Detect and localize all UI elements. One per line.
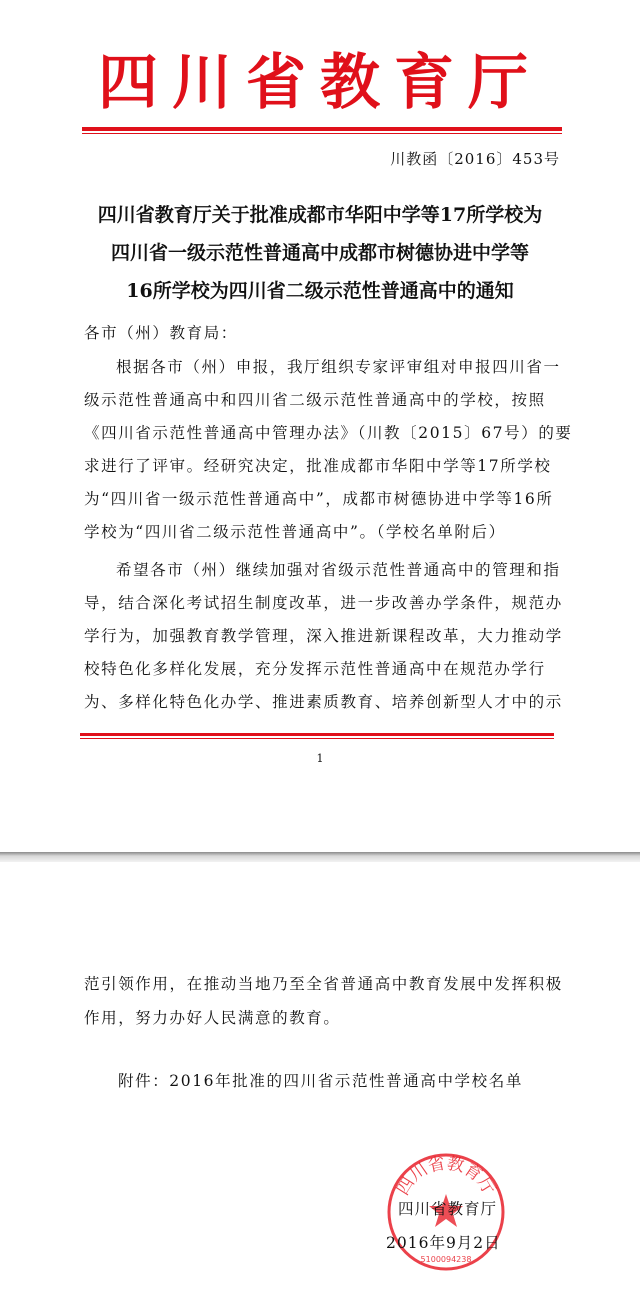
seal-text: 四川省教育厅: [393, 1153, 499, 1199]
body-line: 范引领作用，在推动当地乃至全省普通高中教育发展中发挥积极: [84, 975, 563, 993]
seal-serial: 5100094238: [420, 1255, 472, 1264]
body-line: 学校为“四川省二级示范性普通高中”。（学校名单附后）: [84, 523, 506, 541]
addressee: 各市（州）教育局：: [84, 324, 238, 342]
svg-text:四川省教育厅: [393, 1154, 499, 1199]
body-line: 为、多样化特色化办学、推进素质教育、培养创新型人才中的示: [84, 693, 563, 711]
footer-rule-thin: [80, 738, 554, 739]
body-line: 学行为，加强教育教学管理，深入推进新课程改革，大力推动学: [84, 627, 563, 645]
attachment-line: 附件：2016年批准的四川省示范性普通高中学校名单: [118, 1072, 523, 1090]
body-line: 级示范性普通高中和四川省二级示范性普通高中的学校，按照: [84, 391, 546, 409]
page-number: 1: [316, 752, 324, 765]
body-line: 求进行了评审。经研究决定，批准成都市华阳中学等17所学校: [84, 457, 552, 475]
signature-date: 2016年9月2日: [386, 1234, 501, 1252]
title-line-2: 四川省一级示范性普通高中成都市树德协进中学等: [110, 242, 529, 264]
signature-org: 四川省教育厅: [398, 1200, 498, 1218]
letterhead-rule-thick: [82, 127, 562, 131]
body-line: 《四川省示范性普通高中管理办法》（川教〔2015〕67号）的要: [84, 424, 573, 442]
letterhead-title: 四川省教育厅: [98, 48, 542, 118]
body-line: 作用，努力办好人民满意的教育。: [84, 1009, 341, 1027]
body-line: 为“四川省一级示范性普通高中”，成都市树德协进中学等16所: [84, 490, 554, 508]
letterhead-rule-thin: [82, 133, 562, 134]
footer-rule-thick: [80, 733, 554, 736]
document-number: 川教函〔2016〕453号: [390, 150, 560, 168]
body-line: 导，结合深化考试招生制度改革，进一步改善办学条件，规范办: [84, 594, 563, 612]
body-line: 根据各市（州）申报，我厅组织专家评审组对申报四川省一: [116, 358, 561, 376]
page-separator: [0, 852, 640, 862]
title-line-3: 16所学校为四川省二级示范性普通高中的通知: [126, 280, 514, 302]
document-page-2: [0, 862, 640, 1290]
body-line: 希望各市（州）继续加强对省级示范性普通高中的管理和指: [116, 561, 561, 579]
body-line: 校特色化多样化发展，充分发挥示范性普通高中在规范办学行: [84, 660, 546, 678]
title-line-1: 四川省教育厅关于批准成都市华阳中学等17所学校为: [97, 204, 543, 226]
